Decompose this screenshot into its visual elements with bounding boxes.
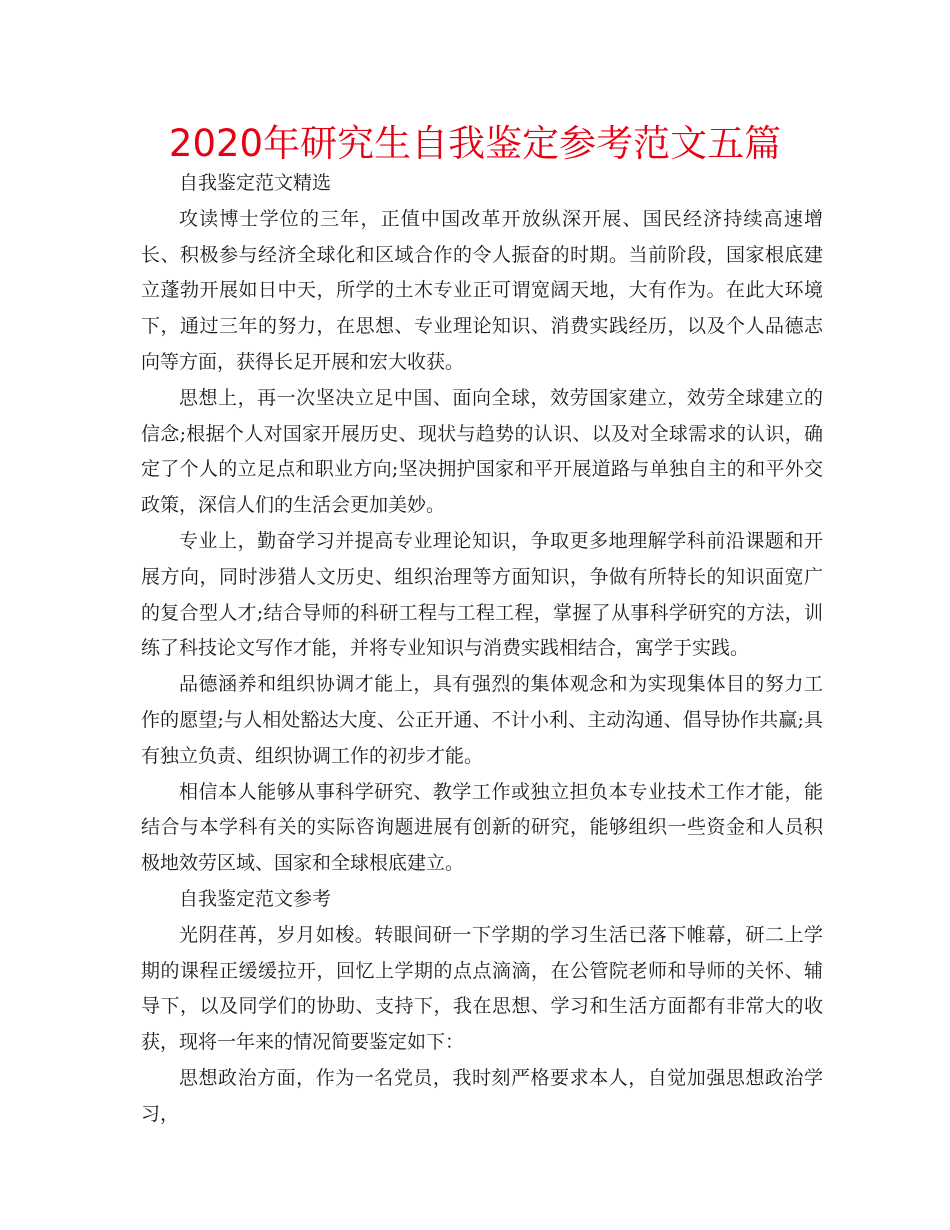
paragraph-1: 攻读博士学位的三年，正值中国改革开放纵深开展、国民经济持续高速增长、积极参与经济全球化和区域合作的令人振奋的时期。当前阶段，国家根底建立蓬勃开展如日中天，所学的土木专业正可谓宽阔天地，大有作为。在此大环境下，通过三年的努力，在思想、专业理论知识、消费实践经历，以及个人品德志向等方面，获得长足开展和宏大收获。	[141, 207, 823, 373]
section-heading-1: 自我鉴定范文精选	[179, 172, 332, 194]
paragraph-6: 光阴荏苒，岁月如梭。转眼间研一下学期的学习生活已落下帷幕，研二上学期的课程正缓缓拉开，回忆上学期的点点滴滴，在公管院老师和导师的关怀、辅导下，以及同学们的协助、支持下，我在思想、学习和生活方面都有非常大的收获，现将一年来的情况简要鉴定如下：	[141, 923, 823, 1054]
paragraph-5: 相信本人能够从事科学研究、教学工作或独立担负本专业技术工作才能，能结合与本学科有关的实际咨询题进展有创新的研究，能够组织一些资金和人员积极地效劳区域、国家和全球根底建立。	[141, 780, 823, 875]
document-body	[141, 166, 823, 1133]
paragraph-7: 思想政治方面，作为一名党员，我时刻严格要求本人，自觉加强思想政治学习，	[141, 1066, 823, 1125]
section-heading-2: 自我鉴定范文参考	[179, 887, 332, 910]
paragraph-3: 专业上，勤奋学习并提高专业理论知识，争取更多地理解学科前沿课题和开展方向，同时涉猎人文历史、组织治理等方面知识，争做有所特长的知识面宽广的复合型人才;结合导师的科研工程与工程工程，掌握了从事科学研究的方法，训练了科技论文写作才能，并将专业知识与消费实践相结合，寓学于实践。	[141, 529, 823, 660]
paragraph-2: 思想上，再一次坚决立足中国、面向全球，效劳国家建立，效劳全球建立的信念;根据个人对国家开展历史、现状与趋势的认识、以及对全球需求的认识，确定了个人的立足点和职业方向;坚决拥护国家和平开展道路与单独自主的和平外交政策，深信人们的生活会更加美妙。	[141, 386, 823, 517]
paragraph-4: 品德涵养和组织协调才能上，具有强烈的集体观念和为实现集体目的努力工作的愿望;与人相处豁达大度、公正开通、不计小利、主动沟通、倡导协作共赢;具有独立负责、组织协调工作的初步才能。	[141, 673, 823, 767]
document-title: 2020年研究生自我鉴定参考范文五篇	[168, 122, 782, 165]
